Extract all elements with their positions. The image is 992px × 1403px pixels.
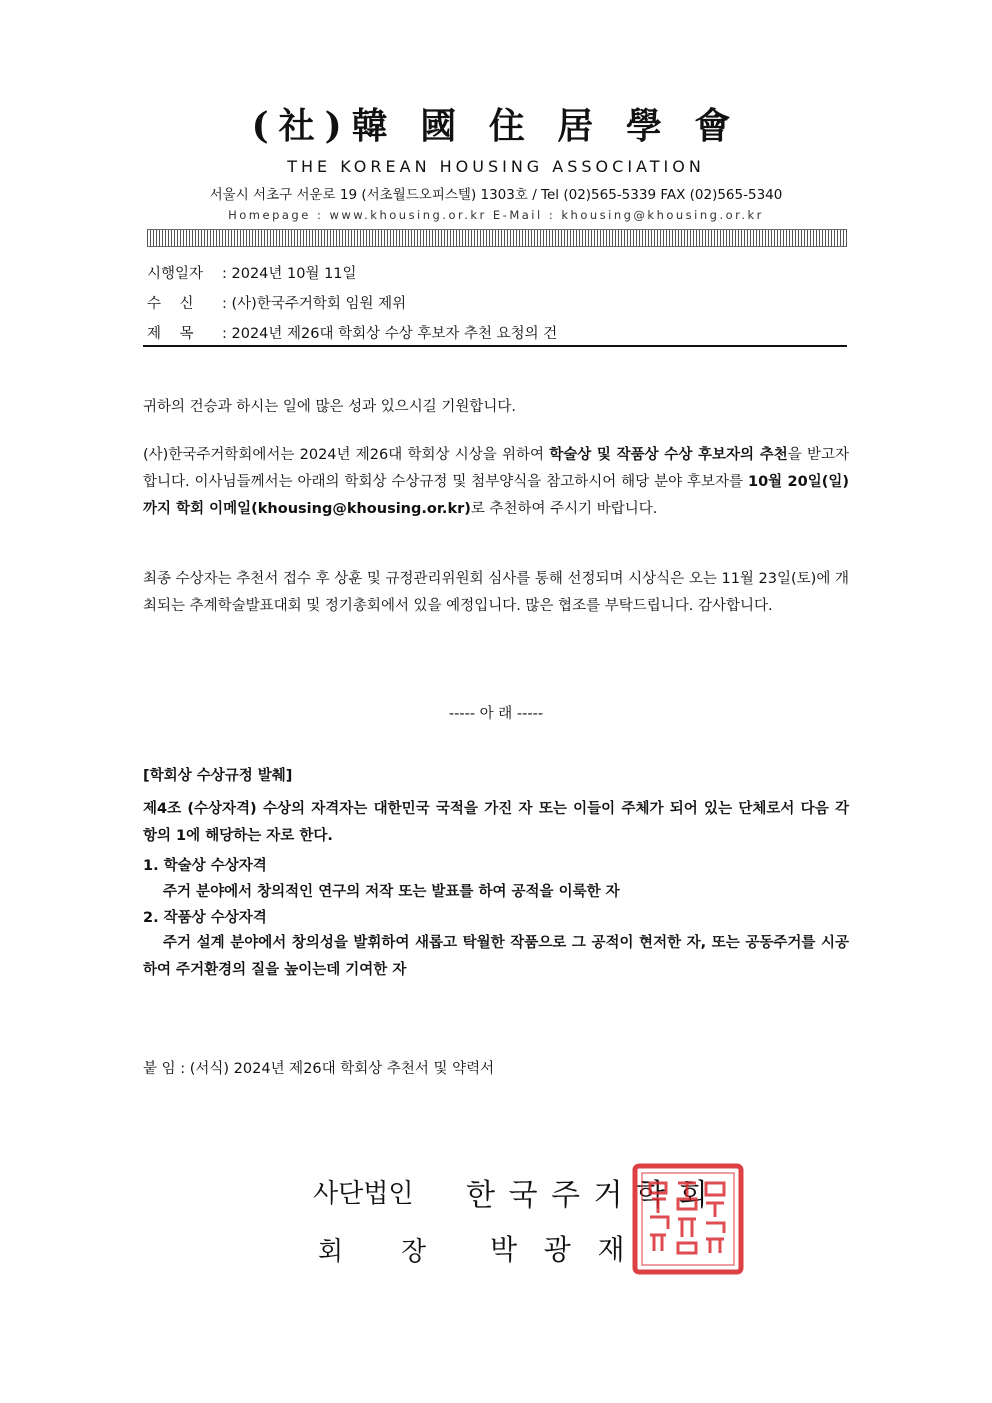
meta-recipient-value: : (사)한국주거학회 임원 제위 bbox=[222, 296, 407, 312]
signature-org-type: 사단법인 bbox=[313, 1179, 414, 1209]
letterhead-title: (社)韓 國 住 居 學 會 bbox=[251, 105, 741, 147]
letterhead-address: 서울시 서초구 서운로 19 (서초월드오피스텔) 1303호 / Tel (02)565-5339 FAX (02)565-5340 bbox=[209, 187, 783, 203]
meta-divider bbox=[143, 345, 847, 347]
rules-heading: [학회상 수상규정 발췌] bbox=[143, 768, 293, 784]
request-emphasis-2: 10월 20일(일)까지 학회 이메일(khousing@khousing.or.kr) bbox=[143, 474, 849, 517]
request-text-1: (사)한국주거학회에서는 2024년 제26대 학회상 시상을 위하여 bbox=[143, 447, 550, 463]
rules-item1-title: 1. 학술상 수상자격 bbox=[143, 858, 267, 874]
meta-subject-label: 제 목 bbox=[147, 326, 194, 342]
closing-paragraph: 최종 수상자는 추천서 접수 후 상훈 및 규정관리위원회 심사를 통해 선정되며 시상식은 오는 11월 23일(토)에 개최되는 추계학술발표대회 및 정기총회에서 있을 예정입니다. 많은 협조를 부탁드립니다. 감사합니다. bbox=[143, 571, 849, 614]
rules-article: 제4조 (수상자격) 수상의 자격자는 대한민국 국적을 가진 자 또는 이들이 주체가 되어 있는 단체로서 다음 각 항의 1에 해당하는 자로 한다. bbox=[143, 801, 849, 844]
rules-item2-text: 주거 설계 분야에서 창의성을 발휘하여 새롭고 탁월한 작품으로 그 공적이 현저한 자, 또는 공동주거를 시공하여 주거환경의 질을 높이는데 기여한 자 bbox=[143, 935, 849, 978]
meta-recipient-label: 수 신 bbox=[147, 296, 194, 312]
meta-date-value: : 2024년 10월 11일 bbox=[222, 266, 357, 282]
meta-subject bbox=[147, 322, 557, 343]
rules-item1-text: 주거 분야에서 창의적인 연구의 저작 또는 발표를 하여 공적을 이룩한 자 bbox=[163, 884, 620, 900]
meta-subject-value: : 2024년 제26대 학회상 수상 후보자 추천 요청의 건 bbox=[222, 326, 558, 342]
signature-position: 회 장 bbox=[318, 1237, 427, 1267]
request-paragraph bbox=[143, 442, 849, 523]
header-divider bbox=[147, 229, 847, 247]
request-text-3: 로 추천하여 주시기 바랍니다. bbox=[470, 501, 658, 517]
rules-item2-title: 2. 작품상 수상자격 bbox=[143, 910, 267, 926]
request-text-2: 을 받고자 합니다. 이사님들께서는 아래의 학회상 수상규정 및 첨부양식을 참고하시어 해당 분야 후보자를 bbox=[143, 447, 849, 490]
greeting: 귀하의 건승과 하시는 일에 많은 성과 있으시길 기원합니다. bbox=[143, 399, 517, 415]
meta-date bbox=[147, 262, 357, 283]
meta-date-label: 시행일자 bbox=[147, 266, 204, 282]
meta-recipient bbox=[147, 292, 406, 313]
signature-name: 박 광 재 bbox=[490, 1233, 625, 1266]
official-seal-stamp bbox=[632, 1163, 744, 1275]
letterhead-web: Homepage : www.khousing.or.kr E-Mail : khousing@khousing.or.kr bbox=[228, 208, 764, 222]
separator: ----- 아 래 ----- bbox=[448, 706, 544, 722]
letterhead-english-name: THE KOREAN HOUSING ASSOCIATION bbox=[287, 157, 705, 176]
request-emphasis-1: 학술상 및 작품상 수상 후보자의 추천 bbox=[549, 447, 788, 463]
attachment-note: 붙 임 : (서식) 2024년 제26대 학회상 추천서 및 약력서 bbox=[143, 1061, 495, 1077]
signature-org-name: 한 국 주 거 학 회 bbox=[466, 1178, 710, 1213]
